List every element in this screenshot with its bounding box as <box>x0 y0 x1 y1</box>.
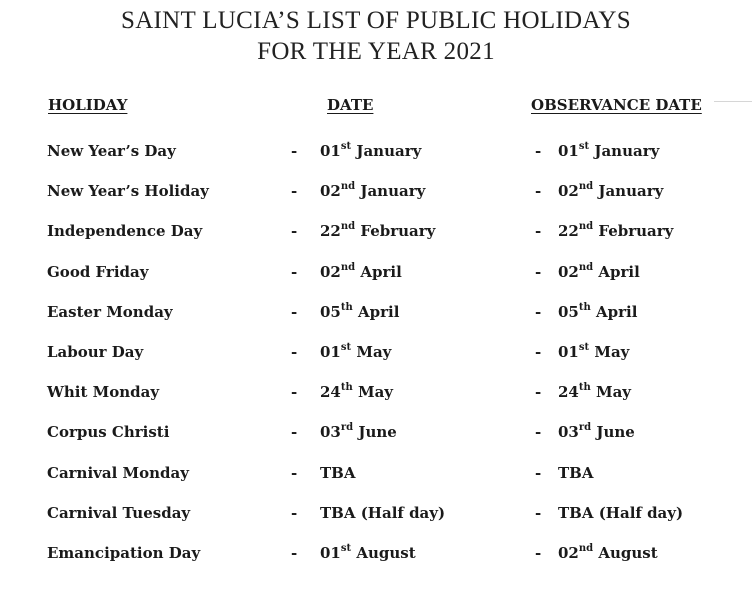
date-month: August <box>351 544 416 562</box>
holiday-date <box>320 140 421 162</box>
separator-dash: - <box>535 142 542 160</box>
date-ordinal-suffix: nd <box>340 262 356 273</box>
holiday-name: Whit Monday <box>47 383 160 401</box>
date-number: 05 <box>320 303 341 321</box>
date-number: TBA (Half day) <box>558 504 684 522</box>
holiday-name: Easter Monday <box>47 303 173 321</box>
observance-date <box>558 341 629 363</box>
holiday-name: Corpus Christi <box>47 423 170 441</box>
date-ordinal-suffix: st <box>340 141 352 152</box>
date-month: January <box>355 182 426 200</box>
date-ordinal-suffix: nd <box>578 543 594 554</box>
date-ordinal-suffix: th <box>578 302 591 313</box>
document-title-line-1: SAINT LUCIA’S LIST OF PUBLIC HOLIDAYS <box>120 7 631 34</box>
separator-dash: - <box>535 423 542 441</box>
holiday-date <box>320 502 445 524</box>
date-number: 02 <box>558 263 579 281</box>
observance-date <box>558 381 631 403</box>
separator-dash: - <box>535 504 542 522</box>
date-ordinal-suffix: nd <box>578 221 594 232</box>
date-ordinal-suffix: st <box>578 141 590 152</box>
date-number: 01 <box>320 343 341 361</box>
date-ordinal-suffix: th <box>340 382 353 393</box>
date-number: 22 <box>320 222 341 240</box>
observance-date <box>558 502 683 524</box>
date-month: February <box>355 222 436 240</box>
table-row <box>0 542 752 564</box>
date-number: 02 <box>320 263 341 281</box>
table-row <box>0 381 752 403</box>
holiday-date <box>320 462 355 484</box>
date-number: 01 <box>558 142 579 160</box>
observance-date <box>558 462 593 484</box>
date-number: 01 <box>558 343 579 361</box>
separator-dash: - <box>291 464 298 482</box>
table-row <box>0 220 752 242</box>
observance-date <box>558 421 635 443</box>
date-number: TBA (Half day) <box>320 504 446 522</box>
separator-dash: - <box>535 464 542 482</box>
scan-artifact-line <box>714 101 752 102</box>
date-month: January <box>589 142 660 160</box>
holiday-name: Carnival Tuesday <box>47 504 191 522</box>
separator-dash: - <box>535 544 542 562</box>
holiday-date <box>320 261 402 283</box>
observance-date <box>558 261 640 283</box>
separator-dash: - <box>291 182 298 200</box>
date-number: 02 <box>558 182 579 200</box>
date-number: TBA <box>320 464 356 482</box>
date-ordinal-suffix: rd <box>340 422 354 433</box>
date-ordinal-suffix: nd <box>578 181 594 192</box>
date-ordinal-suffix: st <box>578 342 590 353</box>
separator-dash: - <box>291 504 298 522</box>
table-row <box>0 421 752 443</box>
column-header-holiday: HOLIDAY <box>48 96 128 114</box>
separator-dash: - <box>291 544 298 562</box>
date-month: August <box>593 544 658 562</box>
date-number: 24 <box>558 383 579 401</box>
holiday-name: Emancipation Day <box>47 544 201 562</box>
date-ordinal-suffix: rd <box>578 422 592 433</box>
holiday-date <box>320 180 425 202</box>
column-header-date: DATE <box>327 96 374 114</box>
date-month: April <box>352 303 400 321</box>
date-month: June <box>591 423 635 441</box>
date-month: January <box>593 182 664 200</box>
date-month: May <box>351 343 392 361</box>
separator-dash: - <box>535 343 542 361</box>
date-number: 02 <box>558 544 579 562</box>
date-number: 22 <box>558 222 579 240</box>
document-title-line-2: FOR THE YEAR 2021 <box>257 38 495 65</box>
separator-dash: - <box>291 423 298 441</box>
date-month: May <box>352 383 394 401</box>
date-number: 03 <box>558 423 579 441</box>
date-ordinal-suffix: th <box>340 302 353 313</box>
holiday-name: Carnival Monday <box>47 464 189 482</box>
date-ordinal-suffix: nd <box>578 262 594 273</box>
separator-dash: - <box>535 383 542 401</box>
date-number: 01 <box>320 142 341 160</box>
holiday-name: New Year’s Holiday <box>47 182 209 200</box>
date-number: 03 <box>320 423 341 441</box>
holiday-date <box>320 381 393 403</box>
date-month: April <box>593 263 640 281</box>
date-number: 24 <box>320 383 341 401</box>
observance-date <box>558 180 663 202</box>
date-number: TBA <box>558 464 594 482</box>
holiday-name: Good Friday <box>47 263 149 281</box>
date-month: May <box>589 343 630 361</box>
date-month: April <box>355 263 402 281</box>
table-row <box>0 140 752 162</box>
table-row <box>0 261 752 283</box>
date-ordinal-suffix: st <box>340 543 352 554</box>
date-number: 01 <box>320 544 341 562</box>
observance-date <box>558 301 637 323</box>
date-ordinal-suffix: st <box>340 342 352 353</box>
column-header-observance-date: OBSERVANCE DATE <box>531 96 702 114</box>
observance-date <box>558 140 659 162</box>
holiday-name: Labour Day <box>47 343 144 361</box>
holiday-date <box>320 301 399 323</box>
separator-dash: - <box>535 303 542 321</box>
holiday-name: Independence Day <box>47 222 203 240</box>
separator-dash: - <box>535 222 542 240</box>
holiday-date <box>320 220 435 242</box>
separator-dash: - <box>291 222 298 240</box>
separator-dash: - <box>291 383 298 401</box>
date-ordinal-suffix: nd <box>340 221 356 232</box>
observance-date <box>558 220 673 242</box>
date-month: April <box>590 303 638 321</box>
date-month: February <box>593 222 674 240</box>
date-month: January <box>351 142 422 160</box>
date-month: June <box>353 423 397 441</box>
separator-dash: - <box>291 263 298 281</box>
holiday-name: New Year’s Day <box>47 142 176 160</box>
table-row <box>0 341 752 363</box>
date-number: 05 <box>558 303 579 321</box>
separator-dash: - <box>291 303 298 321</box>
separator-dash: - <box>535 263 542 281</box>
table-row <box>0 301 752 323</box>
holiday-date <box>320 341 391 363</box>
holiday-date <box>320 542 416 564</box>
table-row <box>0 180 752 202</box>
separator-dash: - <box>535 182 542 200</box>
separator-dash: - <box>291 142 298 160</box>
observance-date <box>558 542 658 564</box>
holiday-date <box>320 421 397 443</box>
date-month: May <box>590 383 632 401</box>
date-number: 02 <box>320 182 341 200</box>
table-row <box>0 502 752 524</box>
separator-dash: - <box>291 343 298 361</box>
date-ordinal-suffix: nd <box>340 181 356 192</box>
date-ordinal-suffix: th <box>578 382 591 393</box>
table-row <box>0 462 752 484</box>
